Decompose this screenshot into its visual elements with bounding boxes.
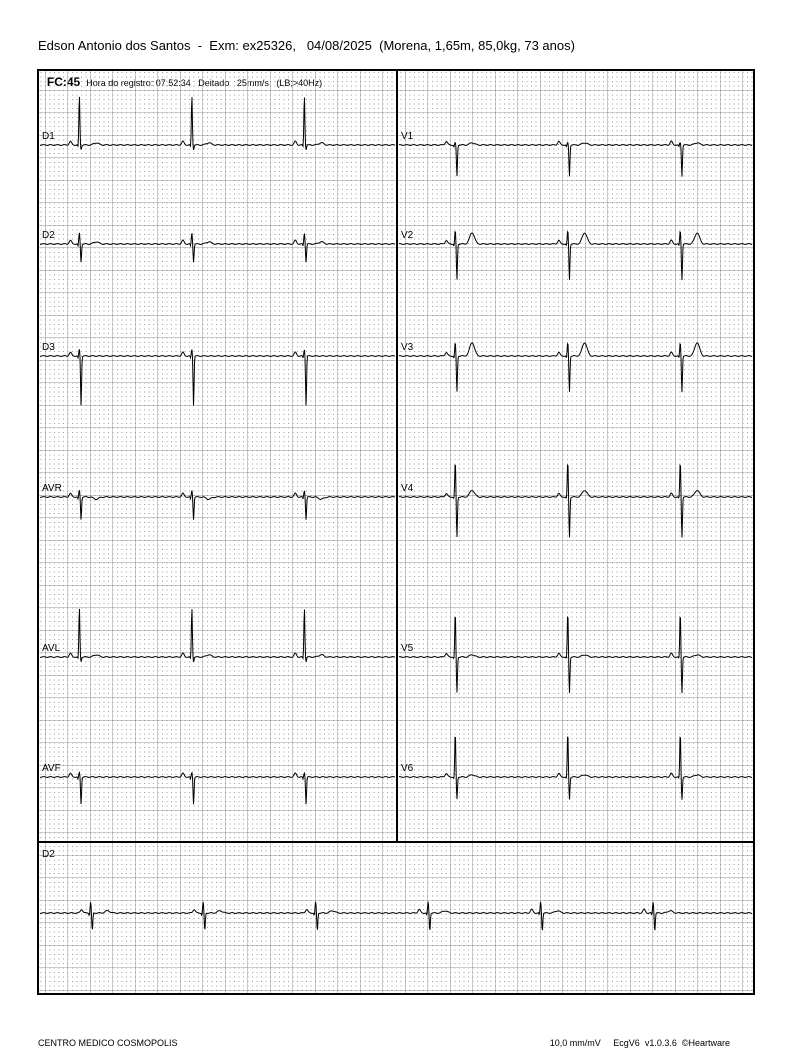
lead-label-avr: AVR — [42, 483, 62, 494]
lead-label-v1: V1 — [401, 131, 414, 142]
lead-label-v5: V5 — [401, 643, 414, 654]
patient-info: Edson Antonio dos Santos - Exm: ex25326, 04/08/2025 (Morena, 1,65m, 85,0kg, 73 anos) — [38, 38, 575, 53]
calibration-info — [550, 1038, 730, 1048]
lead-label-d2: D2 — [42, 230, 55, 241]
calibration-gain: 10,0 mm/mV — [549, 1038, 601, 1048]
lead-label-d3: D3 — [42, 342, 55, 353]
lead-label-v4: V4 — [401, 483, 414, 494]
software-version: EcgV6 v1.0.3.6 ©Heartware — [613, 1038, 730, 1048]
lead-label-d1: D1 — [42, 131, 55, 142]
clinic-name: CENTRO MEDICO COSMOPOLIS — [38, 1038, 178, 1048]
lead-label-v3: V3 — [401, 342, 414, 353]
lead-label-avf: AVF — [42, 763, 61, 774]
lead-label-d2: D2 — [42, 849, 55, 860]
lead-label-avl: AVL — [42, 643, 61, 654]
lead-label-v2: V2 — [401, 230, 414, 241]
lead-label-v6: V6 — [401, 763, 414, 774]
